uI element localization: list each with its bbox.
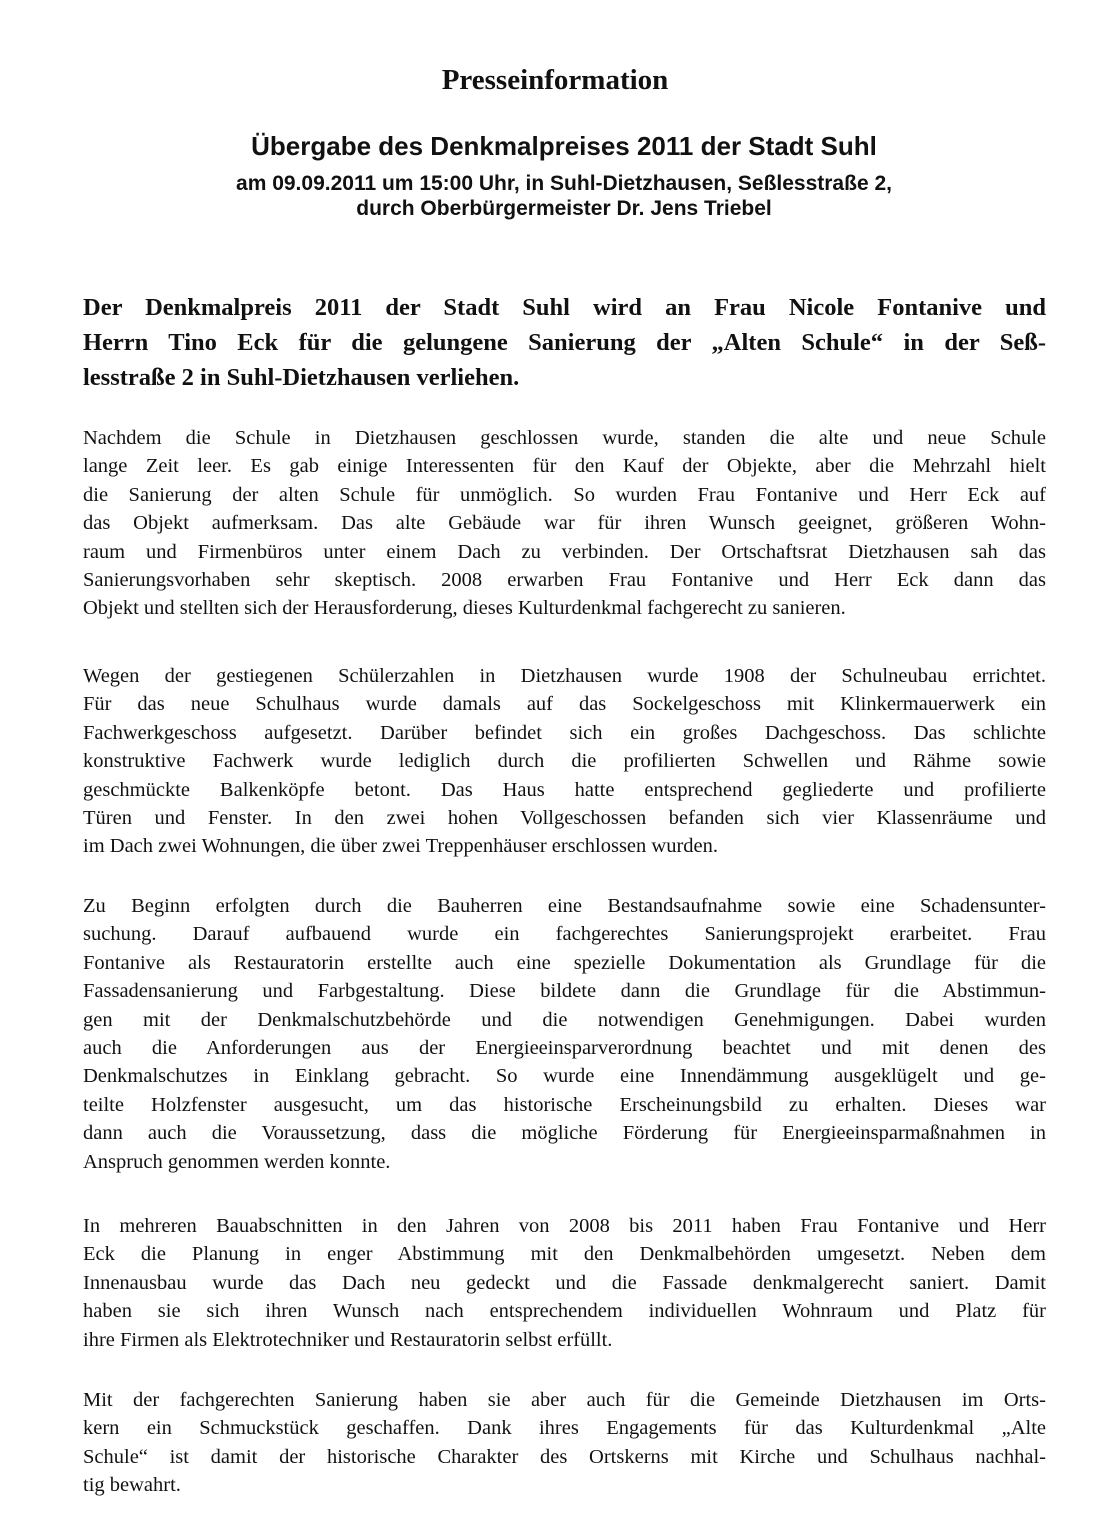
text-line: Fassadensanierung und Farbgestaltung. Diese bildete dann die Grundlage für die Abstimmun-	[83, 980, 1046, 1003]
lead-paragraph	[83, 290, 1046, 395]
text-line: Eck die Planung in enger Abstimmung mit den Denkmalbehörden umgesetzt. Neben dem	[83, 1243, 1046, 1266]
text-line: Fachwerkgeschoss aufgesetzt. Darüber befindet sich ein großes Dachgeschoss. Das schlichte	[83, 721, 1046, 744]
event-presenter: durch Oberbürgermeister Dr. Jens Triebel	[356, 197, 772, 220]
body-paragraph-3	[83, 892, 1046, 1176]
text-line: das Objekt aufmerksam. Das alte Gebäude war für ihren Wunsch geeignet, größeren Wohn-	[83, 512, 1046, 535]
text-line: Objekt und stellten sich der Herausforderung, dieses Kulturdenkmal fachgerecht zu sanieren.	[83, 597, 846, 620]
text-line: Anspruch genommen werden konnte.	[83, 1150, 391, 1173]
text-line: Innenausbau wurde das Dach neu gedeckt und die Fassade denkmalgerecht saniert. Damit	[83, 1271, 1046, 1294]
lead-line: Der Denkmalpreis 2011 der Stadt Suhl wird an Frau Nicole Fontanive und	[83, 294, 1046, 321]
body-paragraph-1	[83, 424, 1046, 623]
text-line: Zu Beginn erfolgten durch die Bauherren eine Bestandsaufnahme sowie eine Schadensunter-	[83, 895, 1046, 917]
text-line: Türen und Fenster. In den zwei hohen Vollgeschossen befanden sich vier Klassenräume und	[83, 807, 1046, 830]
body-paragraph-2	[83, 662, 1046, 861]
text-line: Nachdem die Schule in Dietzhausen geschlossen wurde, standen die alte und neue Schule	[83, 427, 1046, 449]
text-line: In mehreren Bauabschnitten in den Jahren von 2008 bis 2011 haben Frau Fontanive und Herr	[83, 1215, 1046, 1237]
document-title: Presseinformation	[441, 64, 669, 96]
text-line: die Sanierung der alten Schule für unmöglich. So wurden Frau Fontanive und Herr Eck auf	[83, 483, 1046, 506]
lead-line: Herrn Tino Eck für die gelungene Sanierung der „Alten Schule“ in der Seß-	[83, 329, 1046, 356]
text-line: Denkmalschutzes in Einklang gebracht. So wurde eine Innendämmung ausgeklügelt und ge-	[83, 1065, 1046, 1088]
text-line: ihre Firmen als Elektrotechniker und Restauratorin selbst erfüllt.	[83, 1328, 613, 1351]
text-line: geschmückte Balkenköpfe betont. Das Haus hatte entsprechend gegliederte und profilierte	[83, 778, 1046, 801]
text-line: lange Zeit leer. Es gab einige Interessenten für den Kauf der Objekte, aber die Mehrzahl hielt	[83, 455, 1046, 478]
text-line: kern ein Schmuckstück geschaffen. Dank ihres Engagements für das Kulturdenkmal „Alte	[83, 1417, 1046, 1440]
text-line: suchung. Darauf aufbauend wurde ein fachgerechtes Sanierungsprojekt erarbeitet. Frau	[83, 923, 1046, 946]
body-paragraph-4	[83, 1212, 1046, 1354]
text-line: raum und Firmenbüros unter einem Dach zu verbinden. Der Ortschaftsrat Dietzhausen sah das	[83, 540, 1046, 563]
text-line: gen mit der Denkmalschutzbehörde und die notwendigen Genehmigungen. Dabei wurden	[83, 1008, 1046, 1031]
text-line: tig bewahrt.	[83, 1474, 181, 1497]
text-line: Schule“ ist damit der historische Charakter des Ortskerns mit Kirche und Schulhaus nachhal-	[83, 1445, 1046, 1468]
text-line: haben sie sich ihren Wunsch nach entsprechendem individuellen Wohnraum und Platz für	[83, 1300, 1046, 1323]
event-heading: Übergabe des Denkmalpreises 2011 der Stadt Suhl	[251, 131, 877, 161]
text-line: teilte Holzfenster ausgesucht, um das historische Erscheinungsbild zu erhalten. Dieses war	[83, 1093, 1046, 1116]
text-line: Mit der fachgerechten Sanierung haben sie aber auch für die Gemeinde Dietzhausen im Orts-	[83, 1389, 1046, 1411]
text-line: dann auch die Voraussetzung, dass die mögliche Förderung für Energieeinsparmaßnahmen in	[83, 1122, 1046, 1145]
lead-line: lesstraße 2 in Suhl-Dietzhausen verliehen.	[83, 364, 520, 391]
text-line: im Dach zwei Wohnungen, die über zwei Treppenhäuser erschlossen wurden.	[83, 835, 719, 858]
text-line: konstruktive Fachwerk wurde lediglich durch die profilierten Schwellen und Rähme sowie	[83, 750, 1046, 773]
text-line: Fontanive als Restauratorin erstellte auch eine spezielle Dokumentation als Grundlage für die	[83, 951, 1046, 974]
text-line: Wegen der gestiegenen Schülerzahlen in Dietzhausen wurde 1908 der Schulneubau errichtet.	[83, 665, 1046, 687]
body-paragraph-5	[83, 1386, 1046, 1500]
event-date-location: am 09.09.2011 um 15:00 Uhr, in Suhl-Dietzhausen, Seßlesstraße 2,	[236, 172, 892, 195]
text-line: Sanierungsvorhaben sehr skeptisch. 2008 erwarben Frau Fontanive und Herr Eck dann das	[83, 569, 1046, 592]
text-line: Für das neue Schulhaus wurde damals auf das Sockelgeschoss mit Klinkermauerwerk ein	[83, 693, 1046, 716]
text-line: auch die Anforderungen aus der Energieeinsparverordnung beachtet und mit denen des	[83, 1037, 1046, 1060]
